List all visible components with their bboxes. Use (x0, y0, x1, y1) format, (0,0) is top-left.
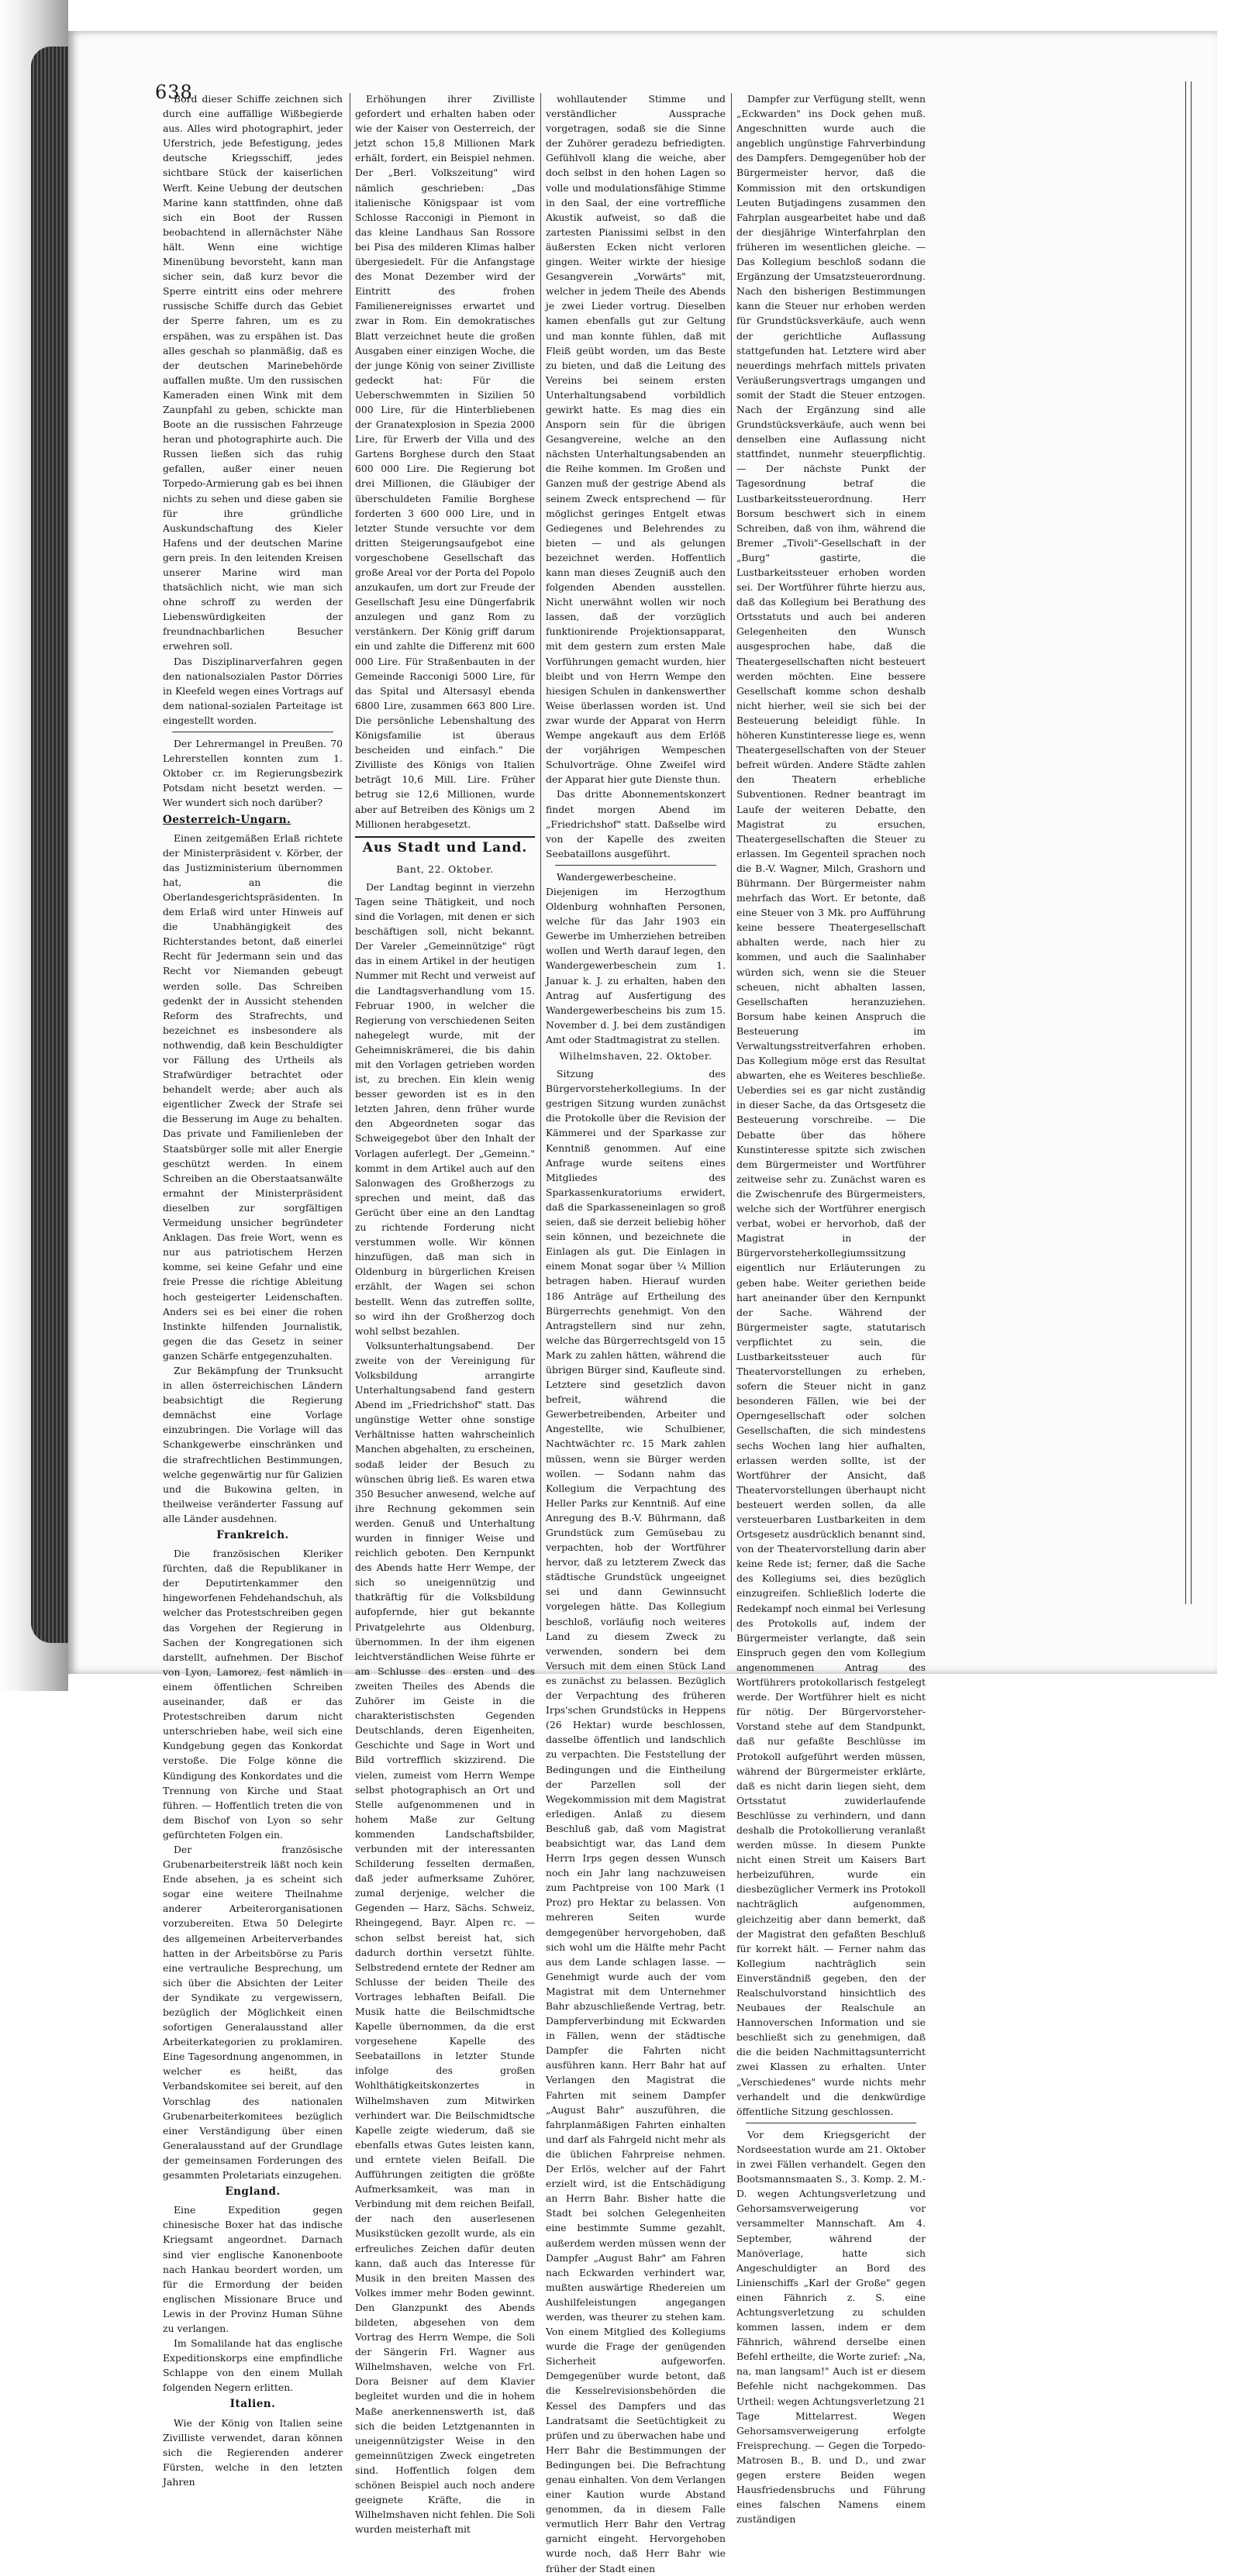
column-1 (163, 91, 343, 2488)
column-rule (731, 93, 732, 1631)
right-margin-rule (1185, 81, 1192, 1604)
article-paragraph: Wie der König von Italien seine Zivilliste verwendet, daran können sich die Regierenden anderer Fürsten, welche in den letzten Jahren (163, 2416, 343, 2488)
article-paragraph: Der französische Grubenarbeiterstreik läßt noch kein Ende absehen, ja es scheint sich sogar eine weitere Theilnahme anderer Arbeiterorganisationen vorzubereiten. Etwa 50 Delegirte des allgemeinen Arbeiterverbandes hatten in der Arbeitsbörse zu Paris eine vertrauliche Besprechung, um sich über die Absichten der Leiter der Syndikate zu vergewissern, bezüglich der Möglichkeit einen sofortigen Generalausstand aller Arbeiterkategorien zu proklamiren. Eine Tagesordnung angenommen, in welcher es heißt, das Verbandskomitee sei bereit, auf den Vorschlag des nationalen Grubenarbeiterkomitees bezüglich einer Verständigung über einen Generalausstand auf der Grundlage der gemeinsamen Forderungen des gesammten Proletariats einzugehen. (163, 1843, 343, 2182)
article-paragraph: Der Lehrermangel in Preußen. 70 Lehrerstellen konnten zum 1. Oktober cr. im Regierungsbezirk Potsdam nicht besetzt werden. — Wer wundert sich noch darüber? (163, 738, 343, 809)
article-paragraph: Dampfer zur Verfügung stellt, wenn „Eckwarden" ins Dock gehen muß. Angeschnitten wurde auch die angeblich ungünstige Fahrverbindung des Dampfers. Demgegenüber hob der Bürgermeister hervor, daß die Kommission mit den ortskundigen Leuten Butjadingens zusammen den Fahrplan ausgearbeitet habe und daß der diesjährige Winterfahrplan den früheren im wesentlichen gleiche. — Das Kollegium beschloß sodann die Ergänzung der Umsatzsteuerordnung. Nach den bisherigen Bestimmungen kann die Steuer nur erhoben werden für Grundstücksverkäufe, auch wenn der gerichtliche Auflassung stattgefunden hat. Letztere wird aber neuerdings mehrfach mittels privaten Veräußerungsvertrags umgangen und somit der Stadt die Steuer entzogen. Nach der Ergänzung sind alle Grundstücksverkäufe, auch wenn bei denselben eine Auflassung nicht stattfindet, nunmehr steuerpflichtig. — Der nächste Punkt der Tagesordnung betraf die Lustbarkeitssteuerordnung. Herr Borsum beschwert sich in einem Schreiben, daß von ihm, während die Bremer „Tivoli"-Gesellschaft in der „Burg" gastirte, die Lustbarkeitssteuer erhoben worden sei. Der Wortführer führte hierzu aus, daß das Kollegium bei Berathung des Ortsstatuts und auch bei anderen Gelegenheiten den Wunsch ausgesprochen habe, daß die Theatergesellschaften nicht besteuert werden möchten. Eine bessere Gesellschaft komme schon deshalb nicht hierher, weil sie sich bei der Besteuerung beleidigt fühle. In höheren Kunstinteresse liege es, wenn Theatergesellschaften von der Steuer befreit würden. Andere Städte zahlen den Theatern erhebliche Subventionen. Redner beantragt im Laufe der weiteren Debatte, den Magistrat zu ersuchen, Theatergesellschaften die Steuer zu erlassen. Im Gegenteil sprachen noch die B.-V. Wagner, Milch, Grashorn und Bührmann. Der Bürgermeister nahm mehrfach das Wort. Er betonte, daß eine Steuer von 3 Mk. pro Aufführung keine bessere Theatergesellschaft abhalten werde, nach hier zu kommen, und auch die Saalinhaber würden sich, wenn sie die Steuer scheuen, nicht abhalten lassen, Gesellschaften heranzuziehen. Borsum habe keinen Anspruch die Besteuerung im Verwaltungsstreitverfahren erhoben. Das Kollegium möge erst das Resultat abwarten, ehe es Weiteres beschließe. Ueberdies sei es gar nicht zuständig in dieser Sache, da das Ortsgesetz die Besteuerung vorschreibe. — Die Debatte über das höhere Kunstinteresse spitzte sich zwischen dem Bürgermeister und Wortführer zeitweise sehr zu. Zunächst waren es die Zwischenrufe des Bürgermeisters, welche sich der Wortführer energisch verbat, wobei er hervorhob, daß der Magistrat in der Bürgervorsteherkollegiumssitzung eigentlich nur Erläuterungen zu geben habe. Weiter geriethen beide hart aneinander über den Kernpunkt der Sache. Während der Bürgermeister sagte, statutarisch verpflichtet zu sein, die Lustbarkeitssteuer auch für Theatervorstellungen zu erheben, sofern die Steuer nicht in ganz besonderen Fällen, wie bei der Operngesellschaft oder solchen Gesellschaften, die sich mindestens sechs Wochen lang hier aufhalten, erlassen werden sollte, ist der Wortführer der Ansicht, daß Theatervorstellungen überhaupt nicht besteuert werden sollen, da alle versteuerbaren Lustbarkeiten in dem Ortsgesetz ausdrücklich benannt sind, von der Theatervorstellung darin aber keine Rede ist; ferner, daß die Sache des Kollegiums sei, dies bezüglich einzugreifen. Schließlich loderte die Redekampf noch einmal bei Verlesung des Protokolls auf, indem der Bürgermeister verlangte, daß sein Einspruch gegen den vom Kollegium angenommenen Antrag des Wortführers protokollarisch festgelegt werde. Der Wortführer hielt es nicht für nötig. Der Bürgervorsteher-Vorstand stehe auf dem Standpunkt, daß nur gefaßte Beschlüsse im Protokoll aufgeführt werden müssen, während der Bürgermeister erklärte, daß es nicht darin liegen sieht, dem Ortsstatut zuwiderlaufende Beschlüsse zu verhindern, und dann deshalb die Protokollierung veranlaßt werden müsse. In diesem Punkte nicht einen Streit um Kaisers Bart herbeizuführen, wurde ein diesbezüglicher Vermerk ins Protokoll nachträglich aufgenommen, gleichzeitig aber dann bemerkt, daß der Magistrat den gefaßten Beschluß für korrekt hält. — Ferner nahm das Kollegium nachträglich sein Einverständniß gegeben, den der Realschulvorstand hinsichtlich des Neubaues der Realschule an Hannoverschen Information und sie beschließt sich zu genehmigen, daß die die beiden Nachmittagsunterricht zwei Klassen zu erhalten. Unter „Verschiedenes" wurde nichts mehr verhandelt und die denkwürdige öffentliche Sitzung geschlossen. (736, 93, 926, 2117)
column-2 (355, 91, 535, 2536)
article-paragraph: wohllautender Stimme und verständlicher Aussprache vorgetragen, sodaß sie die Sinne der Zuhörer geradezu befriedigten. Gefühlvoll klang die weiche, aber doch selbst in den hohen Lagen so volle und modulationsfähige Stimme in den Saal, der eine vortreffliche Akustik aufweist, so daß die zartesten Pianissimi selbst in den äußersten Ecken nicht verloren gingen. Weiter wirkte der hiesige Gesangverein „Vorwärts" mit, welcher in jedem Theile des Abends je zwei Lieder vortrug. Dieselben kamen ebenfalls gut zur Geltung und man konnte fühlen, daß mit Fleiß geübt worden, um das Beste zu bieten, und daß die Leitung des Vereins bei seinem ersten Unterhaltungsabend vorbildlich gewirkt hatte. Es mag dies ein Ansporn sein für die übrigen Gesangvereine, welche an den nächsten Unterhaltungsabenden an die Reihe kommen. Im Großen und Ganzen muß der gestrige Abend als seinem Zweck entsprechend — für möglichst geringes Entgelt etwas Gediegenes und Belehrendes zu bieten — und als gelungen bezeichnet werden. Hoffentlich kann man dieses Zeugniß auch den folgenden Abenden ausstellen. Nicht unerwähnt wollen wir noch lassen, daß der vorzüglich funktionirende Projektionsapparat, mit dem gestern zum ersten Male Vorführungen gemacht wurden, hier bleibt und von Herrn Wempe den hiesigen Schulen in dankenswerther Weise überlassen worden ist. Und zwar wurde der Apparat von Herrn Wempe angekauft aus dem Erlöß der vorjährigen Wempeschen Schulvorträge. Ohne Zweifel wird der Apparat hier gute Dienste thun. (546, 93, 726, 786)
article-paragraph: Das Disziplinarverfahren gegen den nationalsozialen Pastor Dörries in Kleefeld wegen eines Vortrags auf dem national-sozialen Parteitage ist eingestellt worden. (163, 655, 343, 726)
article-paragraph: Der Landtag beginnt in vierzehn Tagen seine Thätigkeit, und noch sind die Vorlagen, mit denen er sich beschäftigen soll, nicht bekannt. Der Vareler „Gemeinnützige" rügt das in einem Artikel in der heutigen Nummer mit Recht und verweist auf die Landtagsverhandlung vom 15. Februar 1900, in welcher die Regierung von verschiedenen Seiten nahegelegt wurde, mit der Geheimniskrämerei, die bis dahin mit den Vorlagen getrieben worden ist, zu brechen. Ein klein wenig besser geworden ist es in den letzten Jahren, denn früher wurde den Abgeordneten sogar das Schweigegebot über den Inhalt der Vorlagen auferlegt. Der „Gemeinn." kommt in dem Artikel auch auf den Salonwagen des Großherzogs zu sprechen und meint, daß das Gerücht über eine an den Landtag zu richtende Forderung nicht verstummen wolle. Wir können hinzufügen, daß man sich in Oldenburg in bürgerlichen Kreisen erzählt, der Wagen sei schon bestellt. Wenn das zutreffen sollte, so wird ihn der Großherzog doch wohl selbst bezahlen. (355, 880, 535, 1337)
article-paragraph: Sitzung des Bürgervorsteherkollegiums. In der gestrigen Sitzung wurden zunächst die Protokolle über die Revision der Kämmerei und der Sparkasse zur Kenntniß genommen. Auf eine Anfrage wurde seitens eines Mitgliedes des Sparkassenkuratoriums erwidert, daß die Sparkasseneinlagen so groß seien, daß sie derzeit beliebig höher sein können, und bezeichnete die Einlagen als gut. Die Einlagen in einem Monat sogar über ¼ Million betragen haben. Hierauf wurden 186 Anträge auf Ertheilung des Bürgerrechts genehmigt. Von den Antragstellern sind nur zehn, welche das Bürgerrechtsgeld von 15 Mark zu zahlen hätten, während die übrigen Bürger sind, Kaufleute sind. Letztere sind gesetzlich davon befreit, während die Gewerbetreibenden, Arbeiter und Angestellte, wie Schulbiener, Nachtwächter rc. 15 Mark zahlen müssen, wenn sie Bürger werden wollen. — Sodann nahm das Kollegium die Verpachtung des Heller Parks zur Kenntniß. Auf eine Anregung des B.-V. Bührmann, daß Grundstück zum Gemüsebau zu verpachten, hob der Wortführer hervor, daß zu letzterem Zweck das städtische Grundstück ungeeignet sei und dann Gewinnsucht vorgelegen hätte. Das Kollegium beschloß, vorläufig noch weiteres Land zu diesem Zweck zu verwenden, sondern bei dem Versuch mit dem einen Stück Land es zunächst zu belassen. Bezüglich der Verpachtung des früheren Irps'schen Grundstücks in Heppens (26 Hektar) wurde beschlossen, dasselbe öffentlich und landschlich zu verpachten. Die Feststellung der Bedingungen und die Eintheilung der Parzellen soll der Wegekommission mit dem Magistrat erledigen. Anlaß zu diesem Beschluß gab, daß vom Magistrat beabsichtigt war, das Land dem Herrn Irps gegen dessen Wunsch noch ein Jahr lang nachzuweisen zum Pachtpreise von 100 Mark (1 Proz) pro Hektar zu belassen. Von mehreren Seiten wurde demgegenüber hervorgehoben, daß sich wohl um die Hälfte mehr Pacht aus dem Lande schlagen lasse. — Genehmigt wurde auch der vom Magistrat mit dem Unternehmer Bahr abzuschließende Vertrag, betr. Dampferverbindung mit Eckwarden in Fällen, wenn der städtische Dampfer die Fahrten nicht ausführen kann. Herr Bahr hat auf Verlangen den Magistrat die Fahrten mit seinem Dampfer „August Bahr" auszuführen, die fahrplanmäßigen Fahrten einhalten und darf als Fahrgeld nicht mehr als die üblichen Fahrpreise nehmen. Der Erlös, welcher auf der Fahrt erzielt wird, ist die Entschädigung an Herrn Bahr. Bisher hatte die Stadt bei solchen Gelegenheiten eine bestimmte Summe gezahlt, außerdem werden müssen wenn der Dampfer „August Bahr" am Fahren nach Eckwarden verhindert war, mußten auswärtige Rhedereien um Aushilfeleistungen angegangen werden, was theurer zu stehen kam. Von einem Mitglied des Kollegiums wurde die Frage der genügenden Sicherheit aufgeworfen. Demgegenüber wurde betont, daß die Kesselrevisionsbehörden die Kessel des Dampfers und das Landratsamt die Seetüchtigkeit zu prüfen und zu überwachen habe und Herr Bahr die Bestimmungen der Bedingungen bei. Die Befrachtung genau einhalten. Von dem Verlangen einer Kaution wurde Abstand genommen, da in diesem Falle vermutlich Herr Bahr den Vertrag garnicht eingeht. Hervorgehoben wurde noch, daß Herr Bahr wie früher der Stadt einen (546, 1068, 726, 2574)
article-paragraph: Erhöhungen ihrer Zivilliste gefordert und erhalten haben oder wie der Kaiser von Oesterreich, der jetzt schon 15,8 Millionen Mark erhält, fordert, ein Beispiel nehmen. Der „Berl. Volkszeitung" wird nämlich geschrieben: „Das italienische Königspaar ist vom Schlosse Racconigi in Piemont in das kleine Landhaus San Rossore bei Pisa des milderen Klimas halber übergesiedelt. Für die Anfangstage des Monat Dezember wird der Eintritt des frohen Familienereignisses erwartet und zwar in Rom. Ein demokratisches Blatt verzeichnet heute die großen Ausgaben einer einzigen Woche, die der junge König von seiner Zivilliste gedeckt hat: Für die Ueberschwemmten in Sizilien 50 000 Lire, für die Hinterbliebenen der Granatexplosion in Spezia 2000 Lire, für Erwerb der Villa und des Gartens Borghese durch den Staat 600 000 Lire. Die Regierung bot drei Millionen, die Gläubiger der überschuldeten Familie Borghese forderten 3 600 000 Lire, und in letzter Stunde versuchte vor dem dritten Steigerungsaufgebot eine vorgeschobene Gesellschaft das große Areal vor der Porta del Popolo anzukaufen, um dort zur Freude der Gesellschaft Jesu eine Düngerfabrik anzulegen und ganz Rom zu verstänkern. Der König griff darum ein und zahlte die Differenz mit 600 000 Lire. Für Straßenbauten in der Gemeinde Racconigi 5000 Lire, für das Spital und Altersasyl ebenda 6800 Lire, zusammen 663 800 Lire. Die persönliche Lebenshaltung des Königsfamilie ist überaus bescheiden und einfach." Die Zivilliste des Königs von Italien beträgt 10,6 Mill. Lire. Früher betrug sie 12,6 Millionen, wurde aber auf Betreiben des Königs um 2 Millionen herabgesetzt. (355, 93, 535, 830)
article-paragraph: Einen zeitgemäßen Erlaß richtete der Ministerpräsident v. Körber, der das Justizministerium übernommen hat, an die Oberlandesgerichtspräsidenten. In dem Erlaß wird unter Hinweis auf die Unabhängigkeit des Richterstandes betont, daß einerlei Recht für Jedermann sein und das Recht vor Niemanden gebeugt werden solle. Das Schreiben gedenkt der in Aussicht stehenden Reform des Strafrechts, und bezeichnet es insbesondere als nothwendig, daß kein Beschuldigter vor Fällung des Urtheils als Strafwürdiger betrachtet oder behandelt werde; aber auch als eigentlicher Zweck der Strafe sei die Besserung im Auge zu behalten. Das private und Familienleben der Staatsbürger solle mit aller Energie geschützt werden. In einem Schreiben an die Oberstaatsanwälte ermahnt der Ministerpräsident dieselben zur sorgfältigen Vermeidung unsicher begründeter Anklagen. Das freie Wort, wenn es nur aus patriotischem Herzen komme, sei keine Gefahr und eine freie Presse die richtige Ableitung hoch gesteigerter Leidenschaften. Anders sei es bei einer die rohen Instinkte hilfenden Journalistik, gegen die das Gesetz in seiner ganzen Schärfe entgegenzuhalten. (163, 832, 343, 1362)
divider (555, 865, 716, 866)
column-4 (736, 91, 926, 2526)
dateline: Wilhelmshaven, 22. Oktober. (559, 1050, 712, 1062)
article-paragraph: Bord dieser Schiffe zeichnen sich durch eine auffällige Wißbegierde aus. Alles wird photographirt, jeder Uferstrich, jede Befestigung, jedes deutsche Kriegsschiff, jedes sichtbare Stück der kaiserlichen Werft. Keine Uebung der deutschen Marine kann stattfinden, ohne daß sich ein Boot der Russen beobachtend in allernächster Nähe hält. Wenn eine wichtige Minenübung bevorsteht, kann man sicher sein, daß kurz bevor die Sperre eintritt eins oder mehrere russische Schiffe durch das Gebiet der Sperre fahren, um es zu erspähen, was zu erspähen ist. Das alles geschah so planmäßig, daß es der deutschen Marinebehörde auffallen mußte. Um den russischen Kameraden einen Wink mit dem Zaunpfahl zu geben, schickte man Boote an die russischen Fahrzeuge heran und photographirte auch. Die Russen ließen sich das ruhig gefallen, außer einer neuen Torpedo-Armierung gab es bei ihnen nichts zu sehen und diese gaben sie für ihre gründliche Auskundschaftung des Kieler Hafens und der deutschen Marine gern preis. In den leitenden Kreisen unserer Marine wird man thatsächlich nicht, wie man sich ohne schroff zu werden der Liebenswürdigkeiten der freundnachbarlichen Besucher erwehren soll. (163, 93, 343, 653)
column-3 (546, 91, 726, 2574)
article-paragraph: Wandergewerbescheine. Diejenigen im Herzogthum Oldenburg wohnhaften Personen, welche für das Jahr 1903 ein Gewerbe im Umherziehen betreiben wollen und Werth darauf legen, den Wandergewerbeschein zum 1. Januar k. J. zu erhalten, haben den Antrag auf Ausfertigung des Wandergewerbescheins bis zum 15. November d. J. bei dem zuständigen Amt oder Stadtmagistrat zu stellen. (546, 870, 726, 1045)
article-paragraph: Eine Expedition gegen chinesische Boxer hat das indische Kriegsamt angeordnet. Darnach sind vier englische Kanonenboote nach Hankau beordert worden, um für die Ermordung der beiden englischen Missionare Bruce und Lewis in der Provinz Human Sühne zu verlangen. (163, 2204, 343, 2334)
article-paragraph: Vor dem Kriegsgericht der Nordseestation wurde am 21. Oktober in zwei Fällen verhandelt. Gegen den Bootsmannsmaaten S., 3. Komp. 2. M.-D. wegen Achtungsverletzung und Gehorsamsverweigerung vor versammelter Mannschaft. Am 4. September, während der Manöverlage, hatte sich Angeschuldigter an Bord des Linienschiffs „Karl der Große" gegen einen Fähnrich z. S. eine Achtungsverletzung zu schulden kommen lassen, indem er dem Fähnrich, während derselbe einen Befehl ertheilte, die Worte zurief: „Na, na, man langsam!" Auch ist er diesem Befehle nicht nachgekommen. Das Urtheil: wegen Achtungsverletzung 21 Tage Mittelarrest. Wegen Gehorsamsverweigerung erfolgte Freisprechung. — Gegen die Torpedo-Matrosen B., B. und D., und zwar gegen erstere Beiden wegen Hausfriedensbruchs und Führung eines falschen Namens einem zuständigen (736, 2128, 926, 2526)
article-paragraph: Die französischen Kleriker fürchten, daß die Republikaner in der Deputirtenkammer den hingeworfenen Fehdehandschuh, als welcher das Protestschreiben gegen das Vorgehen der Regierung in Sachen der Kongregationen sich darstellt, aufnehmen. Der Bischof von Lyon, Lamorez, fest nämlich in einem öffentlichen Schreiben auseinander, daß er das Protestschreiben darum nicht unterschrieben habe, weil sich eine Kundgebung gegen das Konkordat verstoße. Die Folge könne die Kündigung des Konkordates und die Trennung von Kirche und Staat führen. — Hoffentlich treten die von dem Bischof von Lyon so sehr gefürchteten Folgen ein. (163, 1548, 343, 1841)
page-number: 638 (155, 81, 193, 103)
article-paragraph: Zur Bekämpfung der Trunksucht in allen österreichischen Ländern beabsichtigt die Regierung demnächst eine Vorlage einzubringen. Die Vorlage will das Schankgewerbe einschränken und die strafrechtlichen Bestimmungen, welche gegenwärtig nur für Galizien und die Bukowina gelten, in theilweise veränderter Fassung auf alle Länder ausdehnen. (163, 1364, 343, 1524)
article-paragraph: Volksunterhaltungsabend. Der zweite von der Vereinigung für Volksbildung arrangirte Unterhaltungsabend fand gestern Abend im „Friedrichshof" statt. Das ungünstige Wetter ohne sonstige Verhältnisse hatten wahrscheinlich Manchen abgehalten, zu erscheinen, sodaß leider der Besuch zu wünschen übrig ließ. Es waren etwa 350 Besucher anwesend, welche auf ihre Rechnung gekommen sein werden. Genuß und Unterhaltung wurden in finniger Weise und reichlich geboten. Den Kernpunkt des Abends hatte Herr Wempe, der sich so uneigennützig und thatkräftig für die Volksbildung aufopfernde, hier gut bekannte Privatgelehrte aus Oldenburg, übernommen. In der ihm eigenen leichtverständlichen Weise führte er am Schlusse des ersten und des zweiten Theiles des Abends die Zuhörer im Geiste in die charakteristischsten Gegenden Deutschlands, deren Eigenheiten, Geschichte und Sage in Wort und Bild vortrefflich skizzirend. Die vielen, zumeist vom Herrn Wempe selbst photographisch an Ort und Stelle aufgenommenen und in hohem Maße zur Geltung kommenden Landschaftsbilder, verbunden mit der interessanten Schilderung fesselten dermaßen, daß jeder aufmerksame Zuhörer, zumal derjenige, welcher die Gegenden — Harz, Sächs. Schweiz, Rheingegend, Bayr. Alpen rc. — schon selbst bereist hat, sich dadurch dorthin versetzt fühlte. Selbstredend erntete der Redner am Schlusse der beiden Theile des Vortrages lebhaften Beifall. Die Musik hatte die Beilschmidtsche Kapelle übernommen, da die erst vorgesehene Kapelle des Seebataillons in letzter Stunde infolge des großen Wohlthätigkeitskonzertes in Wilhelmshaven zum Mitwirken verhindert war. Die Beilschmidtsche Kapelle zeigte wiederum, daß sie ebenfalls etwas Gutes leisten kann, und erntete vielen Beifall. Die Aufführungen zeitigten die größte Aufmerksamkeit, was man in Verbindung mit dem reichen Beifall, der nach den auserlesenen Musikstücken gezollt wurde, als ein erfreuliches Zeichen dafür deuten kann, daß auch das Interesse für Musik in den breiten Massen des Volkes immer mehr Boden gewinnt. Den Glanzpunkt des Abends bildeten, abgesehen von dem Vortrag des Herrn Wempe, die Soli der Sängerin Frl. Wagner aus Wilhelmshaven, welche von Frl. Dora Beisner auf dem Klavier begleitet wurden und die in hohem Maße anerkennenswerth ist, daß sich die beiden Letztgenannten in uneigennützigster Weise in den gemeinnützigen Zweck eingetreten sind. Hoffentlich folgen dem schönen Beispiel auch noch andere geeignete Kräfte, die in Wilhelmshaven nicht fehlen. Die Soli wurden meisterhaft mit (355, 1339, 535, 2536)
article-paragraph: Im Somalilande hat das englische Expeditionskorps eine empfindliche Schlappe von den einem Mullah folgenden Negern erlitten. (163, 2337, 343, 2394)
section-heading: England. (225, 2185, 281, 2199)
section-heading: Oesterreich-Ungarn. (163, 813, 291, 826)
section-heading: Italien. (229, 2398, 276, 2411)
section-title: Aus Stadt und Land. (355, 836, 535, 859)
article-paragraph: Das dritte Abonnementskonzert findet morgen Abend im „Friedrichshof" statt. Daßselbe wird von der Kapelle des zweiten Seebataillons ausgeführt. (546, 788, 726, 859)
section-heading: Frankreich. (216, 1529, 289, 1541)
dateline: Bant, 22. Oktober. (396, 863, 494, 875)
book-binding-edge (31, 46, 68, 1643)
column-rule (540, 93, 541, 1631)
